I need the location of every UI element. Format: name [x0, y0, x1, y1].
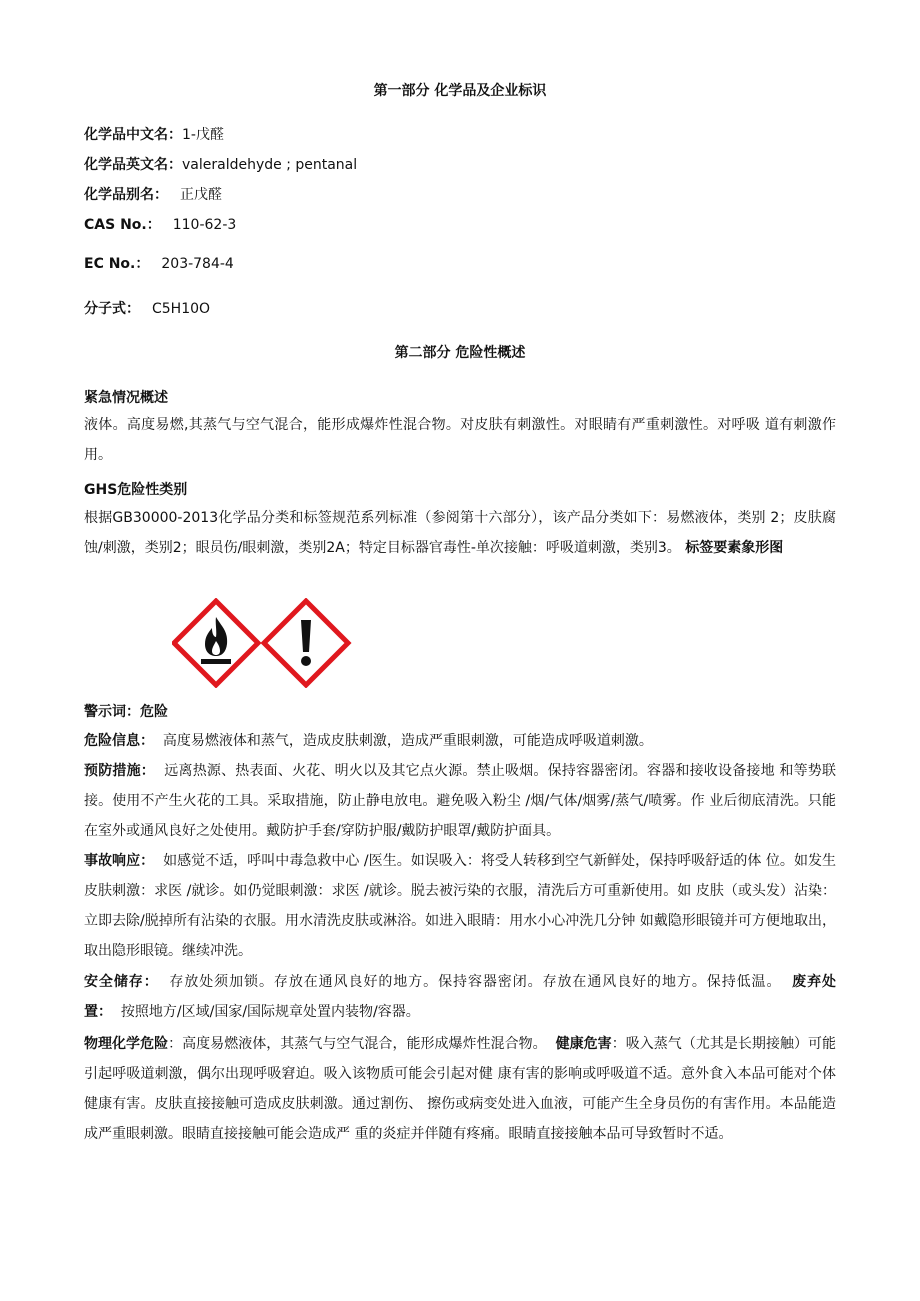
signal-word-value: 危险: [140, 704, 168, 720]
signal-word-label: 警示词：: [84, 704, 140, 720]
prevention-text: 远离热源、热表面、火花、明火以及其它点火源。禁止吸烟。保持容器密闭。容器和接收设备接地 和等势联接。使用不产生火花的工具。采取措施，防止静电放电。避免吸入粉尘 /烟/气体/烟雾/蒸气/喷雾。作 业后彻底清洗。只能在室外或通风良好之处使用。戴防护手套/穿防护服/戴防护眼罩/戴防护面具。: [84, 763, 837, 839]
prevention-label: 预防措施：: [84, 763, 155, 779]
ghs-heading: GHS危险性类别: [84, 482, 188, 498]
section1-title: 第一部分 化学品及企业标识: [373, 83, 547, 99]
alias-row: [84, 184, 222, 204]
health-text: ：吸入蒸气（尤其是长期接触）可能引起呼吸道刺激，偶尔出现呼吸窘迫。吸入该物质可能会引起对健 康有害的影响或呼吸道不适。意外食入本品可能对个体健康有害。皮肤直接接触可造成皮肤刺激。通过割伤、 擦伤或病变处进入血液，可能产生全身员伤的有害作用。本品能造成严重眼刺激。眼睛直接接触可能会造成严 重的炎症并伴随有疼痛。眼睛直接接触本品可导致暂时不适。: [84, 1036, 837, 1142]
ec-value: 203-784-4: [161, 256, 234, 272]
hazard-paragraph: [84, 726, 836, 756]
alias-value: 正戊醛: [180, 187, 222, 203]
cas-value: 110-62-3: [172, 217, 237, 233]
en-name-label: 化学品英文名：: [84, 157, 182, 173]
ghs-text: 根据GB30000-2013化学品分类和标签规范系列标准（参阅第十六部分），该产品分类如下：易燃液体，类别 2；皮肤腐蚀/刺激，类别2；眼员伤/眼刺激，类别2A；特定目标器官毒性-单次接触：呼吸道刺激，类别3。: [84, 510, 836, 556]
cn-name-label: 化学品中文名：: [84, 127, 182, 143]
en-name-row: [84, 154, 357, 174]
cas-label: CAS No.：: [84, 217, 161, 233]
signal-word-row: [84, 701, 168, 721]
exclamation-icon: [264, 601, 348, 685]
section2-title: 第二部分 危险性概述: [394, 345, 526, 361]
alias-label: 化学品别名：: [84, 187, 168, 203]
emergency-text: 液体。高度易燃,其蒸气与空气混合，能形成爆炸性混合物。对皮肤有刺激性。对眼睛有严重刺激性。对呼吸 道有刺激作用。: [84, 417, 836, 463]
physchem-text: ：高度易燃液体，其蒸气与空气混合，能形成爆炸性混合物。: [168, 1036, 547, 1052]
hazard-label: 危险信息：: [84, 733, 154, 749]
disposal-label: 废弃处置：: [84, 974, 837, 1020]
flame-icon: [174, 601, 258, 685]
storage-text: 存放处须加锁。存放在通风良好的地方。保持容器密闭。存放在通风良好的地方。保持低温。: [169, 974, 782, 990]
health-label: 健康危害: [555, 1036, 612, 1052]
ec-row: [84, 253, 234, 273]
response-text: 如感觉不适，呼叫中毒急救中心 /医生。如误吸入：将受人转移到空气新鲜处，保持呼吸舒适的体 位。如发生皮肤刺激：求医 /就诊。如仍觉眼刺激：求医 /就诊。脱去被污染的衣服，清洗后方可重新使用。如 皮肤（或头发）沾染：立即去除/脱掉所有沾染的衣服。用水清洗皮肤或淋浴。如进入眼睛：用水小心冲洗几分钟 如戴隐形眼镜并可方便地取出，取出隐形眼镜。继续冲洗。: [84, 853, 836, 959]
formula-label: 分子式：: [84, 301, 140, 317]
en-name-value: valeraldehyde ; pentanal: [182, 157, 358, 173]
ghs-paragraph: [84, 503, 836, 563]
prevention-paragraph: [84, 756, 836, 846]
storage-paragraph: [84, 967, 836, 1027]
ec-label: EC No.：: [84, 256, 150, 272]
cas-row: [84, 214, 236, 234]
cn-name-row: [84, 124, 224, 144]
physchem-label: 物理化学危险: [84, 1036, 169, 1052]
formula-row: [84, 298, 210, 318]
response-label: 事故响应：: [84, 853, 155, 869]
cn-name-value: 1-戊醛: [182, 127, 224, 143]
emergency-heading: 紧急情况概述: [84, 390, 168, 406]
ghs-pictograms: [172, 598, 352, 688]
hazard-text: 高度易燃液体和蒸气，造成皮肤刺激，造成严重眼刺激，可能造成呼吸道刺激。: [162, 733, 653, 749]
formula-value: C5H10O: [152, 301, 211, 317]
disposal-text: 按照地方/区域/国家/国际规章处置内装物/容器。: [120, 1004, 420, 1020]
physchem-paragraph: [84, 1029, 836, 1149]
storage-label: 安全储存：: [84, 974, 159, 990]
response-paragraph: [84, 846, 836, 966]
pictogram-heading: 标签要素象形图: [685, 540, 784, 556]
